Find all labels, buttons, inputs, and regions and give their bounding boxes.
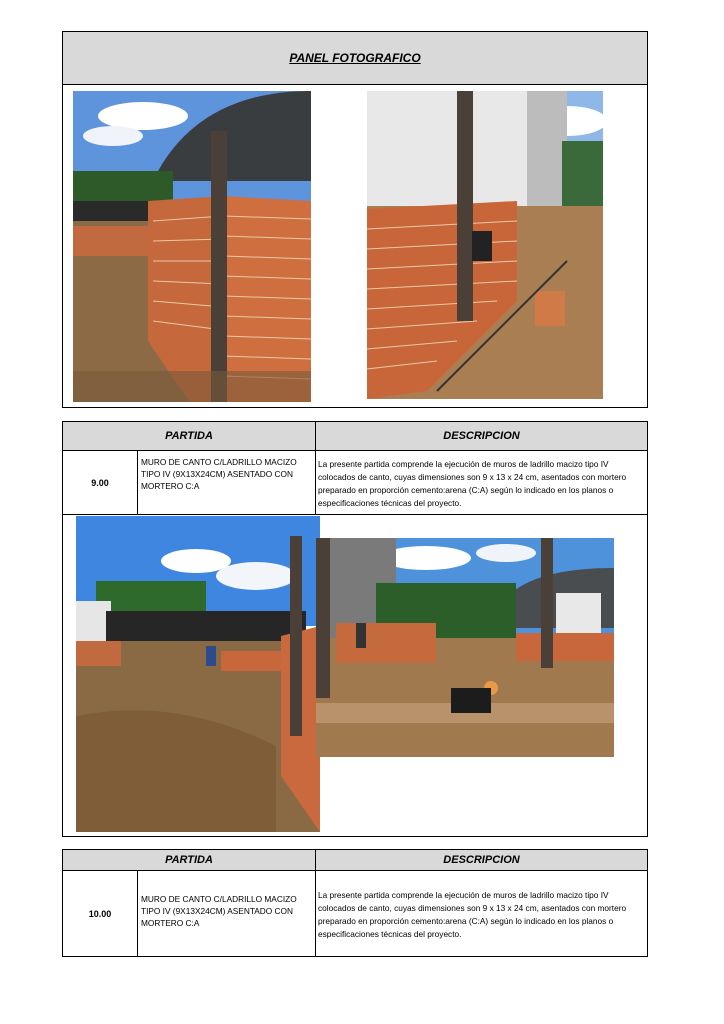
table2-header-partida-label: PARTIDA <box>165 854 213 866</box>
table1-item-description-cell <box>315 450 648 515</box>
table1-item-number-cell <box>62 450 138 515</box>
table2-header-descripcion-label: DESCRIPCION <box>443 854 520 866</box>
table2-item-name: MURO DE CANTO C/LADRILLO MACIZO TIPO IV (9X13X24CM) ASENTADO CON MORTERO C:A <box>141 894 297 928</box>
panel-title-bar <box>62 31 648 85</box>
table2-item-number: 10.00 <box>88 908 112 919</box>
table2-item-number-cell <box>62 870 138 957</box>
table2-header-partida <box>62 849 316 871</box>
table1-item-number: 9.00 <box>91 477 109 488</box>
table1-header-descripcion-label: DESCRIPCION <box>443 430 520 442</box>
photo-brick-wall-side <box>367 91 603 399</box>
table1-item-name: MURO DE CANTO C/LADRILLO MACIZO TIPO IV (9X13X24CM) ASENTADO CON MORTERO C:A <box>141 457 297 491</box>
table2-item-name-cell <box>137 870 316 957</box>
table1-header-descripcion <box>315 421 648 451</box>
photo-workers-site <box>316 538 614 757</box>
photo-site-overview <box>76 516 320 832</box>
table1-header-partida <box>62 421 316 451</box>
table2-item-description-cell <box>315 870 648 957</box>
table2-item-description: La presente partida comprende la ejecución de muros de ladrillo macizo tipo IV colocados de canto, cuyas dimensiones son 9 x 13 x 24 cm, asentados con mortero preparado en proporción cemento:arena (C:A) según lo indicado en los planos o especificaciones técnicas del proyecto. <box>318 889 627 939</box>
photo-brick-wall-corner <box>73 91 311 402</box>
table1-item-description: La presente partida comprende la ejecución de muros de ladrillo macizo tipo IV colocados de canto, cuyas dimensiones son 9 x 13 x 24 cm, asentados con mortero preparado en proporción cemento:arena (C:A) según lo indicado en los planos o especificaciones técnicas del proyecto. <box>318 458 627 508</box>
table1-header-partida-label: PARTIDA <box>165 430 213 442</box>
table1-item-name-cell <box>137 450 316 515</box>
table2-header-descripcion <box>315 849 648 871</box>
panel-title: PANEL FOTOGRAFICO <box>289 51 421 65</box>
